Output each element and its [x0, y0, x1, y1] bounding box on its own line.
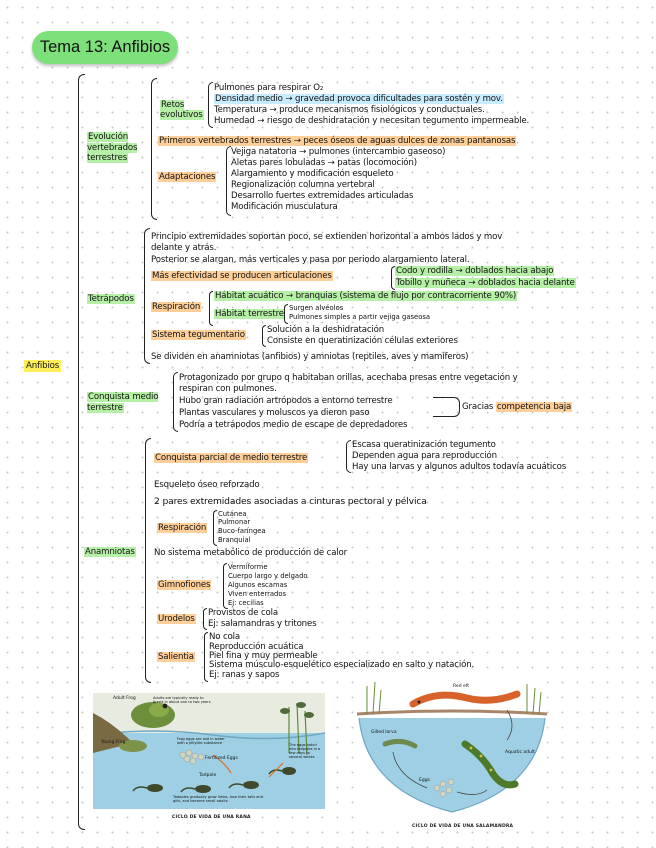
tetrapodos-dividen: Se dividen en anamniotas (anfibios) y amniotas (reptiles, aves y mamíferos) [151, 352, 469, 362]
gimno-item-5: Ej: cecilias [228, 599, 264, 607]
urodelos-item-1: Provistos de cola [208, 608, 278, 618]
no-sistema-metabolico: No sistema metabólico de producción de calor [154, 548, 348, 558]
adaptacion-item-2: Aletas pares lobuladas → patas (locomoción) [231, 158, 417, 168]
page-title: Tema 13: Anfibios [32, 31, 178, 64]
evolucion-brace [151, 78, 157, 220]
gimnofiones-label: Gimnofiones [158, 580, 211, 590]
retos-item-3: Temperatura → produce mecanismos fisiológicos y conductuales. [214, 105, 485, 115]
terrestre-brace [284, 304, 288, 324]
codo-rodilla: Codo y rodilla → doblados hacia abajo [396, 266, 554, 276]
pares-extremidades: 2 pares extremidades asociadas a cinturas pectoral y pélvica [154, 496, 427, 507]
conquista-brace [173, 372, 178, 432]
resp-bucofaringea: Buco-faríngea [218, 527, 266, 535]
gimno-item-4: Viven enterrados [228, 590, 287, 598]
retos-item-2: Densidad medio → gravedad provoca dificultades para sostén y mov. [215, 94, 503, 104]
tetrapodos-brace [144, 228, 150, 364]
conquista-item-1: Protagonizado por grupo q habitaban orillas, acechaba presas entre vegetación y [179, 373, 518, 383]
sistema-item-1: Solución a la deshidratación [267, 325, 385, 335]
label-fertilized-eggs: Fertilized Eggs [205, 756, 238, 761]
tobillo-muneca: Tobillo y muñeca → doblados hacia delante [396, 278, 575, 288]
frog-life-cycle-image [93, 693, 325, 809]
tetrapodos-eficacia: Más efectividad se producen articulaciones [152, 271, 332, 281]
anamniotas-label: Anamniotas [85, 547, 135, 557]
conquista-item-4: Plantas vasculares y moluscos ya dieron paso [179, 408, 370, 418]
root-node: Anfibios [26, 361, 60, 371]
adaptacion-item-6: Modificación musculatura [231, 202, 338, 212]
tetrapodos-respiracion-brace [209, 291, 213, 326]
note-tadpoles-grow: Tadpoles gradually grow limbs, lose their tails and gills, and become small adults [173, 795, 263, 803]
note-eggs-hatch: The eggs hatch into tadpoles in a few days to several weeks [289, 743, 321, 759]
gimnofiones-brace [223, 563, 227, 609]
salientia-label: Salientia [158, 652, 194, 662]
retos-label: Retos evolutivos [160, 100, 203, 120]
label-aquatic-adult: Aquatic adult [505, 750, 535, 755]
resp-branquial: Branquial [218, 536, 251, 544]
conquista-label: Conquista medio terrestre [87, 392, 159, 413]
salamander-life-cycle-image [357, 680, 547, 820]
anamniotas-brace [145, 438, 151, 683]
conquista-item-3: Hubo gran radiación artrópodos a entorno terrestre [179, 396, 393, 406]
salientia-item-1: No cola [209, 632, 241, 642]
tetrapodos-intro-3: Posterior se alargan, más verticales y pasa por periodo alargamiento lateral. [151, 255, 470, 265]
habitat-acuatico: Hábitat acuático → branquias (sistema de flujo por contracorriente 90%) [215, 291, 517, 301]
conquista-item-5: Podría a tetrápodos medio de escape de depredadores [179, 420, 408, 430]
frog-caption: CICLO DE VIDA DE UNA RANA [172, 815, 251, 820]
retos-item-4: Humedad → riesgo de deshidratación y necesitan tegumento impermeable. [214, 116, 530, 126]
note-adults-breed: Adults are typically ready to breed in about one to two years [153, 696, 211, 704]
parcial-item-3: Hay una larvas y algunos adultos todavía acuáticos [352, 462, 567, 472]
salientia-item-2: Reproducción acuática [209, 642, 304, 652]
anamniotas-respiracion-brace [213, 510, 217, 546]
parcial-item-1: Escasa queratinización tegumento [352, 440, 496, 450]
competencia-baja: Gracias competencia baja [462, 402, 572, 412]
label-adult-frog: Adult Frog [113, 696, 136, 701]
retos-brace [208, 82, 213, 128]
terrestre-item-2: Pulmones simples a partir vejiga gaseosa [289, 313, 431, 321]
conquista-parcial-label: Conquista parcial de medio terrestre [155, 453, 308, 463]
parcial-item-2: Dependen agua para reproducción [352, 451, 497, 461]
salientia-item-4: Sistema músculo-esquelético especializado en salto y natación. [209, 660, 475, 670]
competencia-brace [433, 397, 460, 417]
adaptacion-item-4: Regionalización columna vertebral [231, 180, 375, 190]
adaptacion-item-1: Vejiga natatoria → pulmones (intercambio gaseoso) [231, 147, 446, 157]
anamniotas-respiracion-label: Respiración [158, 523, 207, 533]
adaptacion-item-5: Desarrollo fuertes extremidades articuladas [231, 191, 414, 201]
root-brace [78, 74, 85, 830]
tetrapodos-label: Tetrápodos [88, 294, 134, 304]
sistema-brace [262, 325, 266, 347]
label-tadpole: Tadpole [199, 773, 217, 778]
habitat-terrestre: Hábitat terrestre [215, 309, 284, 319]
gimno-item-2: Cuerpo largo y delgado [228, 572, 308, 580]
sistema-tegumentario-label: Sistema tegumentario [152, 330, 245, 340]
terrestre-item-1: Surgen alvéolos [289, 304, 344, 312]
adaptacion-item-3: Alargamiento y modificación esqueleto [231, 169, 394, 179]
resp-pulmonar: Pulmonar [218, 518, 251, 526]
urodelos-brace [203, 608, 207, 630]
tetrapodos-intro-2: delante y atrás. [151, 243, 217, 253]
retos-item-1: Pulmones para respirar O₂ [214, 83, 324, 93]
adaptaciones-label: Adaptaciones [159, 172, 216, 182]
resp-cutanea: Cutánea [218, 510, 247, 518]
label-young-frog: Young Frog [101, 740, 126, 745]
tetrapodos-respiracion-label: Respiración [152, 302, 201, 312]
gimno-item-1: Vermiforme [228, 563, 268, 571]
salamander-caption: CICLO DE VIDA DE UNA SALAMANDRA [412, 824, 514, 829]
urodelos-label: Urodelos [158, 614, 195, 624]
evolucion-label: Evolución vertebrados terrestres [87, 132, 138, 163]
primeros-vertebrados: Primeros vertebrados terrestres → peces óseos de aguas dulces de zonas pantanosas [159, 136, 516, 146]
esqueleto-oseo: Esqueleto óseo reforzado [154, 480, 260, 490]
label-gilled-larva: Gilled larva [371, 730, 397, 735]
sistema-item-2: Consiste en queratinización células exteriores [267, 336, 458, 346]
tetrapodos-intro-1: Principio extremidades soportan poco, se extienden horizontal a ambos lados y mov [151, 232, 503, 242]
gimno-item-3: Algunos escamas [228, 581, 288, 589]
salientia-brace [204, 632, 208, 682]
note-frog-eggs: Frog eggs are laid in water with a jellylike substance [177, 737, 225, 745]
urodelos-item-2: Ej: salamandras y tritones [208, 619, 317, 629]
conquista-item-2: respiran con pulmones. [179, 384, 277, 394]
salientia-item-5: Ej: ranas y sapos [209, 670, 280, 680]
salientia-item-3: Piel fina y muy permeable [209, 651, 318, 661]
label-red-eft: Red eft [453, 684, 470, 689]
parcial-brace [346, 440, 351, 473]
label-eggs: Eggs [419, 778, 430, 783]
